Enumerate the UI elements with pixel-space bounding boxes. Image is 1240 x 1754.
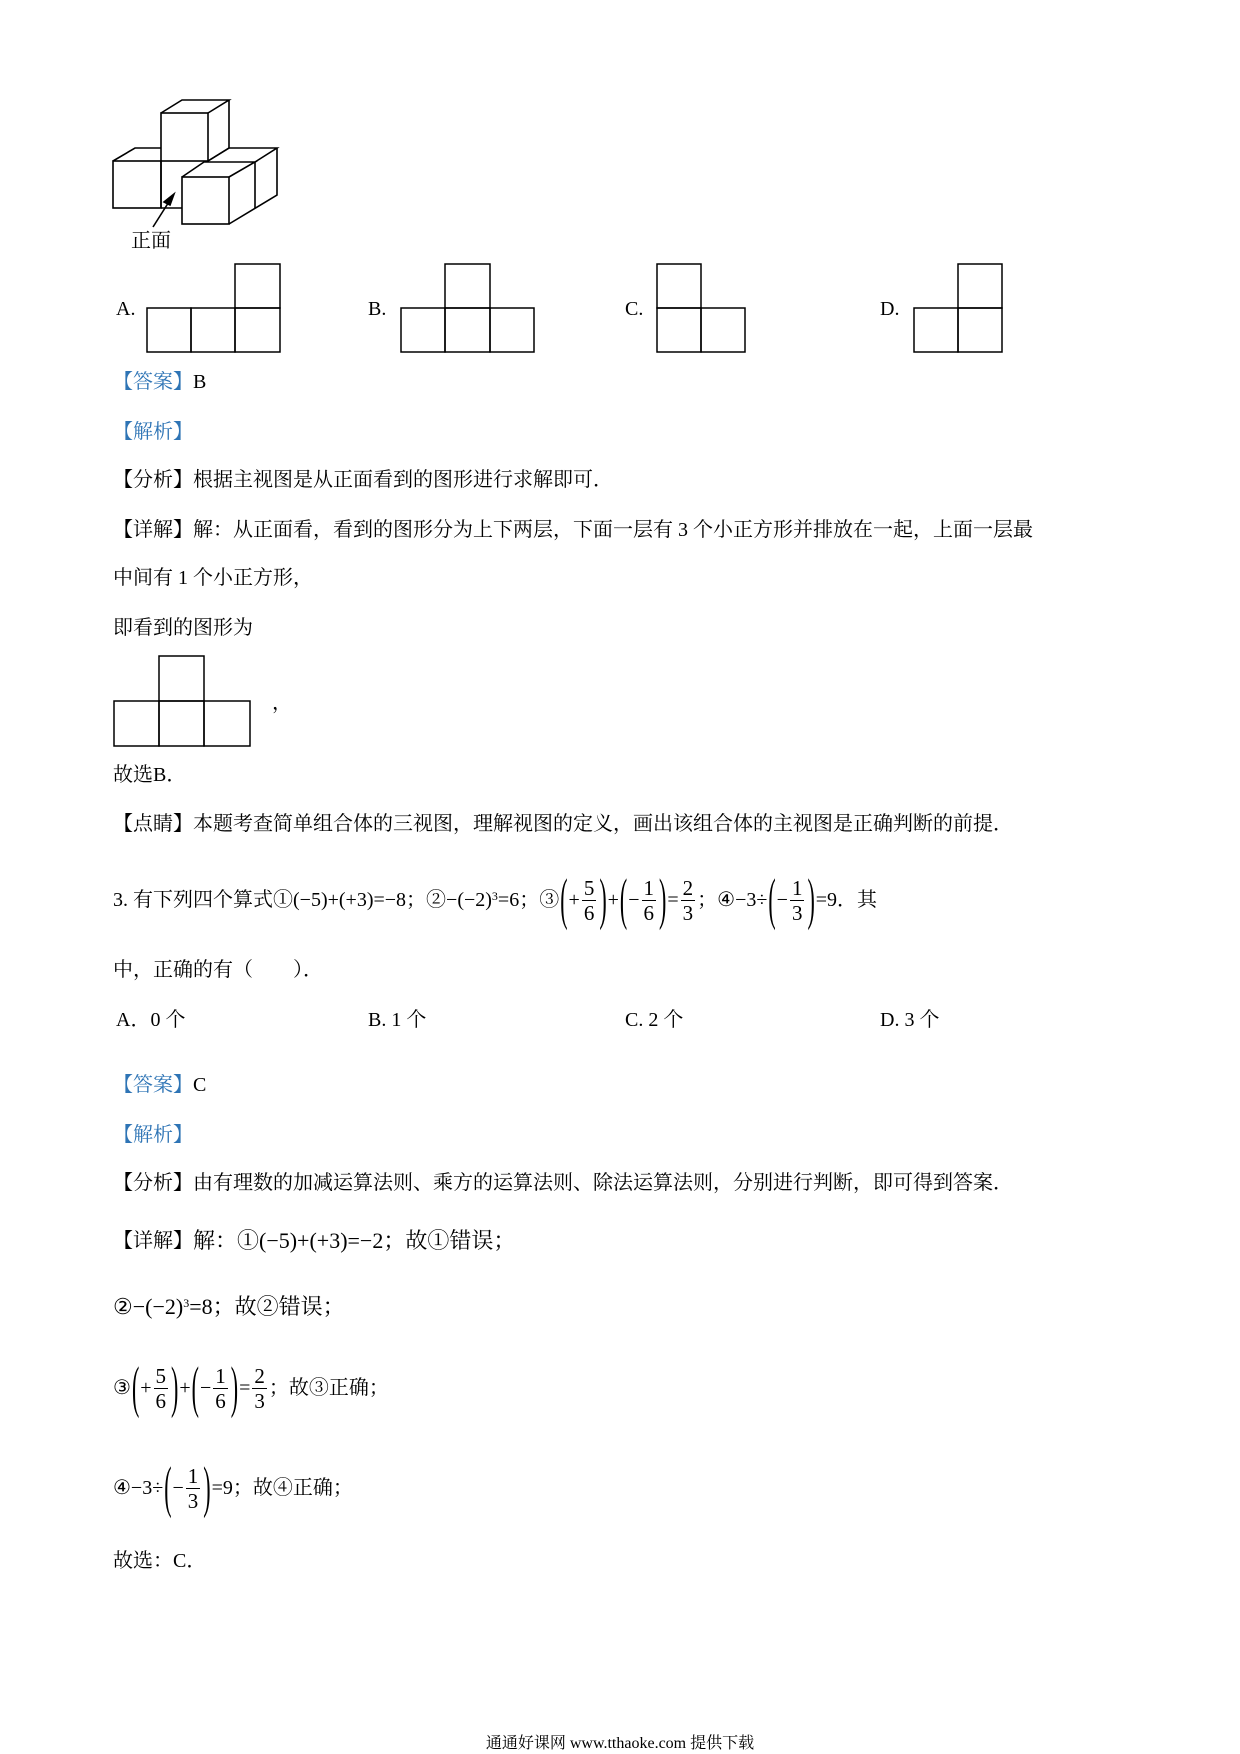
denominator: 6 bbox=[583, 900, 595, 925]
stem-part-c: ④−3÷ bbox=[717, 889, 768, 911]
right-paren: ) bbox=[807, 866, 815, 932]
q2-answer bbox=[113, 369, 206, 395]
numerator: 1 bbox=[215, 1363, 226, 1388]
q3-option-c: C. 2 个 bbox=[625, 1009, 684, 1031]
plus-sign: + bbox=[140, 1377, 152, 1399]
left-paren: ( bbox=[164, 1454, 172, 1520]
denominator: 6 bbox=[215, 1388, 226, 1413]
option-c-label: C. bbox=[625, 298, 644, 320]
seen-text: 即看到的图形为 bbox=[113, 617, 253, 639]
q2-dianjing bbox=[113, 811, 1013, 837]
left-paren: ( bbox=[131, 1354, 140, 1420]
q3-fenxi bbox=[113, 1170, 1013, 1196]
fraction bbox=[681, 876, 696, 925]
q3-option-a: A．0 个 bbox=[116, 1009, 186, 1031]
minus-sign: − bbox=[199, 1377, 212, 1399]
q3-step1 bbox=[113, 1228, 515, 1254]
fraction bbox=[642, 876, 657, 925]
step3-part-b: ；故③正确； bbox=[268, 1377, 389, 1399]
equals-sign: = bbox=[667, 889, 679, 911]
minus-sign: − bbox=[628, 889, 640, 911]
dianjing-label: 【点睛】 bbox=[113, 813, 193, 835]
option-d-shape bbox=[914, 264, 1002, 352]
exponent: 3 bbox=[183, 1296, 190, 1310]
denominator: 3 bbox=[187, 1488, 199, 1513]
numerator: 5 bbox=[583, 875, 595, 900]
numerator: 1 bbox=[791, 875, 803, 900]
xiangjie-line2: 中间有 1 个小正方形， bbox=[113, 567, 313, 589]
answer-view-shape bbox=[114, 656, 250, 746]
option-a-label: A. bbox=[116, 298, 136, 320]
right-paren: ) bbox=[203, 1454, 211, 1520]
numerator: 1 bbox=[187, 1463, 199, 1488]
answer-value: C bbox=[193, 1074, 207, 1096]
q3-option-b: B. 1 个 bbox=[368, 1009, 427, 1031]
q3-step2 bbox=[113, 1294, 345, 1320]
minus-sign: − bbox=[172, 1477, 184, 1499]
fraction bbox=[186, 1464, 201, 1513]
numerator: 1 bbox=[643, 875, 655, 900]
footer: 通通好课网 www.tthaoke.com 提供下载 bbox=[485, 1735, 755, 1752]
step4-part-a: ④−3÷ bbox=[113, 1477, 164, 1499]
dianjing-text: 本题考查简单组合体的三视图，理解视图的定义，画出该组合体的主视图是正确判断的前提． bbox=[193, 813, 1013, 835]
right-paren: ) bbox=[599, 866, 607, 932]
q3-option-d: D. 3 个 bbox=[880, 1009, 940, 1031]
fraction bbox=[252, 1364, 267, 1413]
numerator: 5 bbox=[155, 1363, 167, 1388]
xiangjie-line1: 解：从正面看，看到的图形分为上下两层，下面一层有 3 个小正方形并排放在一起，上面一层最 bbox=[193, 519, 1033, 541]
fraction bbox=[582, 876, 597, 925]
denominator: 6 bbox=[155, 1388, 167, 1413]
q2-xiangjie bbox=[113, 517, 1033, 543]
q3-conclusion: 故选：C． bbox=[113, 1550, 207, 1572]
denominator: 3 bbox=[254, 1388, 265, 1413]
fenxi-label: 【分析】 bbox=[113, 469, 193, 491]
option-b-shape bbox=[401, 264, 534, 352]
fenxi-text: 由有理数的加减运算法则、乘方的运算法则、除法运算法则，分别进行判断，即可得到答案． bbox=[193, 1172, 1013, 1194]
comma: ， bbox=[272, 692, 292, 714]
stem-part-b: =6；③ bbox=[497, 889, 560, 911]
right-paren: ) bbox=[171, 1354, 179, 1420]
step2-part-a: ②−(−2) bbox=[113, 1294, 184, 1319]
minus-sign: − bbox=[776, 889, 788, 911]
denominator: 3 bbox=[682, 900, 694, 925]
q3-stem-line2: 中，正确的有（ ）． bbox=[113, 959, 323, 981]
numerator: 2 bbox=[682, 875, 694, 900]
answer-label: 【答案】 bbox=[113, 371, 193, 393]
option-a-shape bbox=[147, 264, 280, 352]
fraction bbox=[154, 1364, 169, 1413]
step1-text: 解：①(−5)+(+3)=−2；故①错误； bbox=[193, 1228, 516, 1253]
plus-sign: + bbox=[568, 889, 580, 911]
denominator: 3 bbox=[791, 900, 803, 925]
step4-part-b: =9；故④正确； bbox=[211, 1477, 353, 1499]
fenxi-text: 根据主视图是从正面看到的图形进行求解即可． bbox=[193, 469, 613, 491]
step2-part-b: =8；故②错误； bbox=[189, 1294, 345, 1319]
semicolon: ； bbox=[697, 889, 718, 911]
exponent: 3 bbox=[491, 889, 498, 903]
option-b-label: B. bbox=[368, 298, 387, 320]
left-paren: ( bbox=[191, 1354, 199, 1420]
denominator: 6 bbox=[643, 900, 655, 925]
step3-part-a: ③ bbox=[113, 1377, 131, 1399]
option-d-label: D. bbox=[880, 298, 900, 320]
q3-stem bbox=[113, 866, 878, 932]
xiangjie-label: 【详解】 bbox=[113, 519, 193, 541]
q3-step3 bbox=[113, 1354, 389, 1420]
q3-answer bbox=[113, 1072, 206, 1098]
plus-sign: + bbox=[607, 889, 619, 911]
equals-sign: = bbox=[239, 1377, 251, 1399]
fraction bbox=[790, 876, 805, 925]
left-paren: ( bbox=[768, 866, 776, 932]
option-c-shape bbox=[657, 264, 745, 352]
plus-sign: + bbox=[179, 1377, 191, 1399]
fraction bbox=[213, 1364, 228, 1413]
answer-value: B bbox=[193, 371, 207, 393]
stem-part-a: 3. 有下列四个算式①(−5)+(+3)=−8；②−(−2) bbox=[113, 889, 492, 911]
q2-fenxi bbox=[113, 467, 613, 493]
stem-part-d: =9．其 bbox=[815, 889, 878, 911]
right-paren: ) bbox=[659, 866, 667, 932]
xiangjie-label: 【详解】 bbox=[113, 1230, 193, 1252]
q2-conclusion: 故选B． bbox=[113, 764, 187, 786]
q3-analysis-label: 【解析】 bbox=[113, 1124, 193, 1146]
q3-step4 bbox=[113, 1454, 353, 1520]
answer-label: 【答案】 bbox=[113, 1074, 193, 1096]
q2-analysis-label: 【解析】 bbox=[113, 421, 193, 443]
right-paren: ) bbox=[230, 1354, 239, 1420]
fenxi-label: 【分析】 bbox=[113, 1172, 193, 1194]
front-label: 正面 bbox=[131, 230, 171, 252]
left-paren: ( bbox=[560, 866, 568, 932]
numerator: 2 bbox=[254, 1363, 265, 1388]
left-paren: ( bbox=[619, 866, 628, 932]
